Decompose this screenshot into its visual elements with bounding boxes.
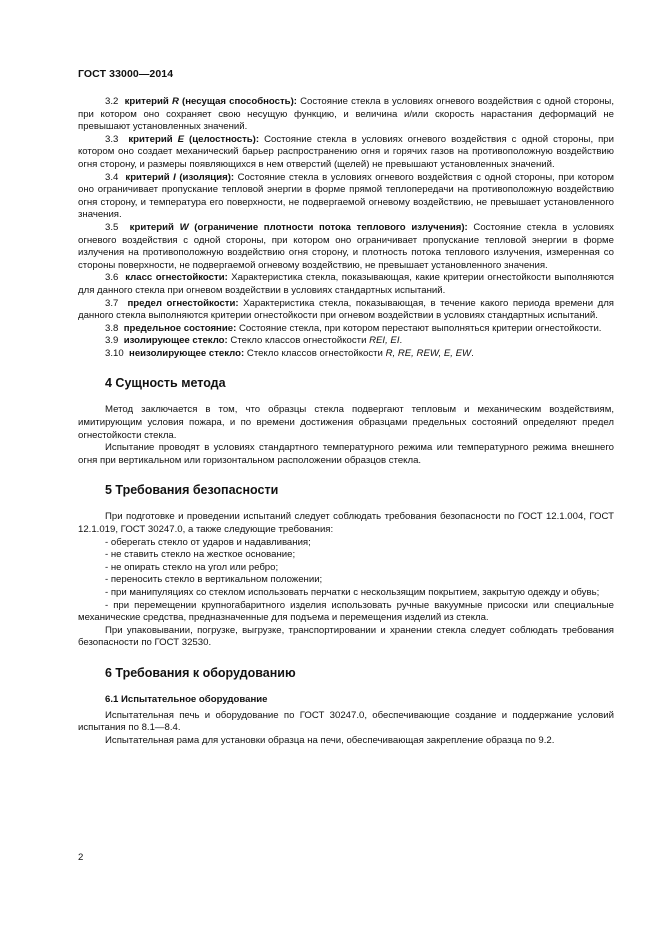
definition-3-10: 3.10 неизолирующее стекло: Стекло классов огнестойкости R, RE, REW, E, EW. (105, 347, 474, 359)
page-number: 2 (78, 852, 84, 863)
list-item: - не опирать стекло на угол или ребро; (105, 561, 279, 573)
definition-3-6: 3.6 класс огнестойкости: Характеристика стекла, показывающая, какие критерии огнестойкости выполняются для данного стекла при огневом воздействии в условиях стандартных испытаний. (78, 272, 614, 296)
list-item: - переносить стекло в вертикальном положении; (105, 574, 323, 586)
section-4-paragraph: Испытание проводят в условиях стандартного температурного режима или температурного режима внешнего огня при вертикальном или горизонтальном расположении образцов стекла. (78, 442, 614, 466)
definition-3-3: 3.3 критерий E (целостность): Состояние стекла в условиях огневого воздействия с одной стороны, при котором оно создает механический барьер распространению огня и горячих газов на противоположную воздействию огня сторону, и размеры появляющихся в нем отверстий (щелей) не превышают установленных значений. (78, 133, 615, 170)
list-item: - не ставить стекло на жесткое основание; (105, 549, 296, 561)
section-6-paragraph: Испытательная печь и оборудование по ГОСТ 30247.0, обеспечивающие создание и поддержание условий испытания по 8.1—8.4. (78, 709, 614, 734)
definition-3-5: 3.5 критерий W (ограничение плотности потока теплового излучения): Состояние стекла в условиях огневого воздействия с одной стороны, при котором оно ограничивает пропускание тепловой энергии в форме излучения на противоположную воздействию огня сторону, и плотность потока теплового излучения, измеренная со стороны поверхности, не подвергаемой огневому воздействию, не превышает установленного значения. (78, 221, 614, 271)
section-6-paragraph: Испытательная рама для установки образца на печи, обеспечивающая закрепление образца по 9.2. (105, 734, 555, 746)
definition-3-4: 3.4 критерий I (изоляция): Состояние стекла в условиях огневого воздействия с одной стороны, при котором оно ограничивает пропускание тепловой энергии в форме прямой теплопередачи на противоположную воздействию огня сторону, и температура его поверхности, не подвергаемой огневому воздействию, не превышает установленного значения. (78, 171, 615, 221)
document-header: ГОСТ 33000—2014 (78, 68, 174, 80)
section-6-title: 6 Требования к оборудованию (105, 665, 296, 680)
section-4-paragraph: Метод заключается в том, что образцы стекла подвергают тепловым и механическим воздействиям, имитирующим условия пожара, и по времени достижения образцами предельных состояний определяют предел огнестойкости стекла. (78, 404, 614, 441)
list-item: - при перемещении крупногабаритного изделия использовать ручные вакуумные присоски или специальные механические средства, предназначенные для подъема и перемещения изделий из стекла. (78, 599, 614, 624)
section-5-paragraph: При упаковывании, погрузке, выгрузке, транспортировании и хранении стекла следует соблюдать требования безопасности по ГОСТ 32530. (78, 624, 614, 649)
subsection-6-1-title: 6.1 Испытательное оборудование (105, 693, 268, 705)
section-4-title: 4 Сущность метода (105, 376, 226, 391)
definitions-list (78, 96, 614, 335)
list-item: - оберегать стекло от ударов и надавливания; (105, 536, 311, 548)
list-item: - при манипуляциях со стеклом использовать перчатки с нескользящим покрытием, закрытую одежду и обувь; (105, 587, 600, 598)
section-5-paragraph: При подготовке и проведении испытаний следует соблюдать требования безопасности по ГОСТ 12.1.004, ГОСТ 12.1.019, ГОСТ 30247.0, а также следующие требования: (78, 511, 614, 536)
definition-3-8: 3.8 предельное состояние: Состояние стекла, при котором перестают выполняться критерии огнестойкости. (105, 322, 602, 334)
definition-3-9: 3.9 изолирующее стекло: Стекло классов огнестойкости REI, EI. (105, 335, 403, 347)
document-body (78, 96, 614, 747)
definition-3-7: 3.7 предел огнестойкости: Характеристика стекла, показывающая, в течение какого периода времени для данного стекла выполняются критерии огнестойкости при огневом воздействии в условиях стандартных испытаний. (78, 297, 614, 322)
section-5-title: 5 Требования безопасности (105, 483, 279, 498)
definition-3-2: 3.2 критерий R (несущая способность): Состояние стекла в условиях огневого воздействия с одной стороны, при котором оно сохраняет свою несущую функцию, и величина и/или скорость нарастания деформаций не превышают установленных значений. (78, 96, 614, 133)
